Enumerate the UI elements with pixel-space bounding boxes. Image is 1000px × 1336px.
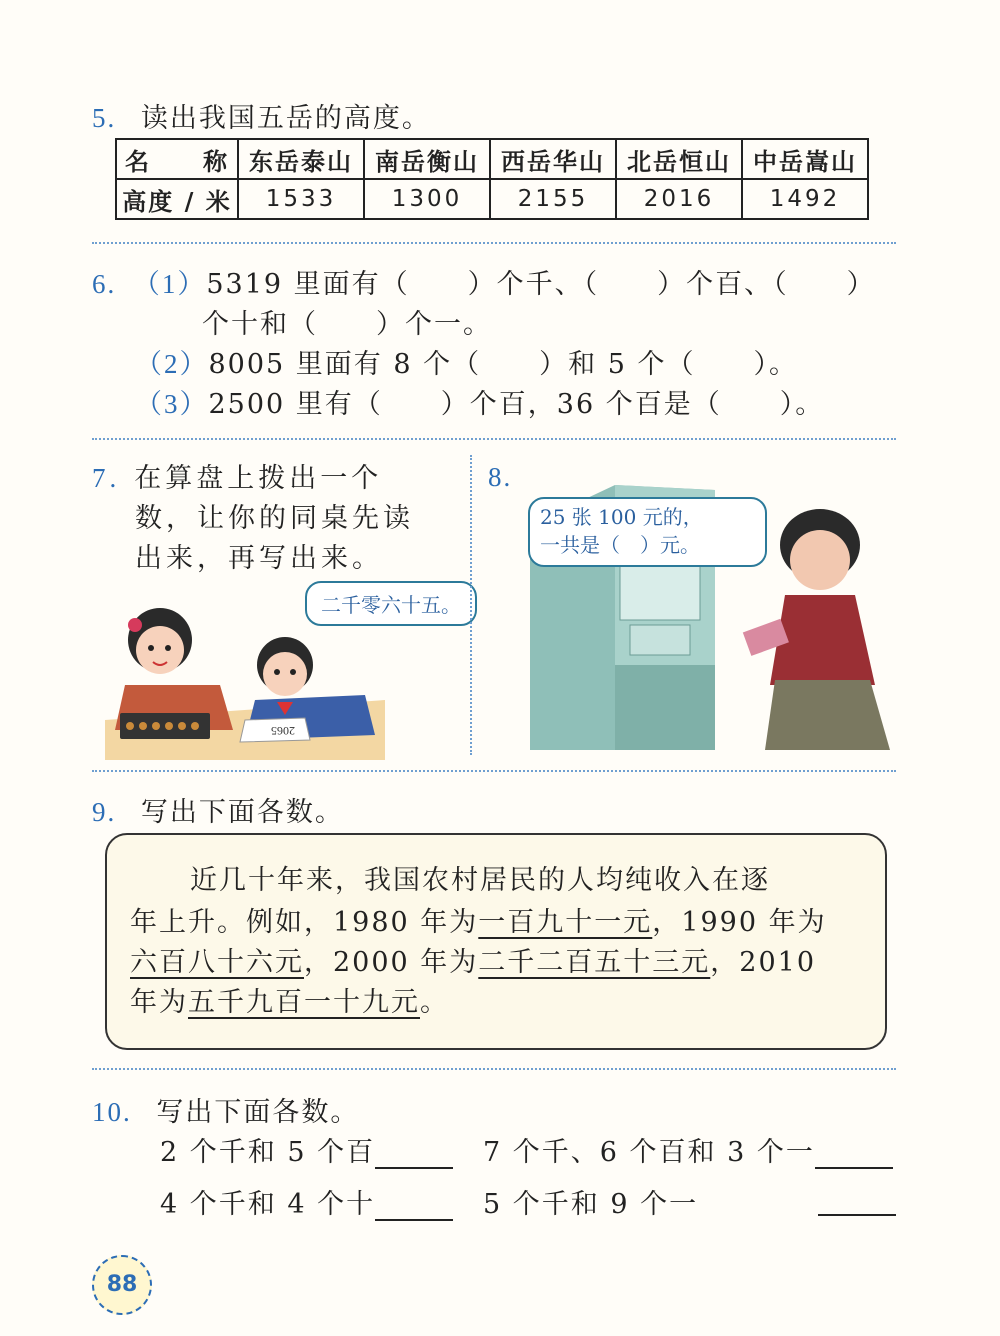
divider xyxy=(92,242,896,244)
answer-blank[interactable] xyxy=(375,1191,453,1221)
item-text: 4 个千和 4 个十 xyxy=(160,1189,376,1220)
speech-bubble: 二千零六十五。 xyxy=(305,581,477,626)
question-number: 9. xyxy=(92,797,117,827)
answer-blank[interactable] xyxy=(818,1186,896,1216)
mountain-name: 北岳恒山 xyxy=(616,139,742,179)
height-value: 2016 xyxy=(616,179,742,219)
part-text: 5319 里面有（ ）个千、（ ）个百、（ ） xyxy=(206,269,876,300)
passage-text: ，2000 年为 xyxy=(304,947,479,978)
question-line: 出来，再写出来。 xyxy=(135,543,383,574)
height-value: 2155 xyxy=(490,179,616,219)
row-header: 高度 / 米 xyxy=(116,179,238,219)
question-title: 写出下面各数。 xyxy=(140,797,344,828)
bubble-line: 一共是（ ）元。 xyxy=(540,533,700,557)
row-header: 名 称 xyxy=(116,139,238,179)
question-10-item xyxy=(483,1182,698,1221)
mountain-name: 西岳华山 xyxy=(490,139,616,179)
mountain-name: 东岳泰山 xyxy=(238,139,364,179)
underlined-number: 一百九十一元 xyxy=(478,907,653,938)
passage-line: 近几十年来，我国农村居民的人均纯收入在逐 xyxy=(190,865,770,896)
underlined-number: 二千二百五十三元 xyxy=(478,947,711,978)
question-7-text xyxy=(92,458,414,579)
part-text: 2500 里有（ ）个百，36 个百是（ ）。 xyxy=(208,389,825,420)
question-title: 读出我国五岳的高度。 xyxy=(140,103,431,134)
mountain-height-table xyxy=(115,138,869,220)
passage-line xyxy=(130,980,449,1019)
question-number: 7. xyxy=(92,463,121,493)
bubble-line: 25 张 100 元的， xyxy=(540,505,703,529)
answer-blank[interactable] xyxy=(815,1139,893,1169)
question-number: 10. xyxy=(92,1097,132,1127)
divider xyxy=(92,770,896,772)
divider xyxy=(92,1068,896,1070)
underlined-number: 六百八十六元 xyxy=(130,947,304,978)
passage-text: ，2010 xyxy=(710,947,817,978)
question-title: 写出下面各数。 xyxy=(156,1097,360,1128)
mountain-name: 南岳衡山 xyxy=(364,139,490,179)
answer-blank[interactable] xyxy=(375,1139,453,1169)
question-8-number xyxy=(488,462,512,493)
passage-text: 。 xyxy=(420,987,449,1018)
column-divider xyxy=(470,455,472,755)
question-number: 6. xyxy=(92,269,117,299)
paper-writing: 2065 xyxy=(271,724,295,738)
page-number: 88 xyxy=(92,1255,152,1315)
children-abacus-illustration xyxy=(105,590,385,760)
question-10-heading xyxy=(92,1090,359,1129)
table-row xyxy=(116,179,868,219)
passage-line xyxy=(130,900,827,939)
question-6-part-2 xyxy=(135,342,798,381)
part-label: （2） xyxy=(135,349,209,379)
question-10-item xyxy=(160,1182,453,1221)
question-10-item xyxy=(483,1130,893,1169)
passage-text: ，1990 年为 xyxy=(652,907,827,938)
item-text: 5 个千和 9 个一 xyxy=(483,1189,699,1220)
height-value: 1533 xyxy=(238,179,364,219)
question-6-part-1 xyxy=(92,262,876,301)
height-value: 1300 xyxy=(364,179,490,219)
question-number: 8. xyxy=(488,462,513,492)
question-6-part-1-cont: 个十和（ ）个一。 xyxy=(202,309,492,340)
part-label: （3） xyxy=(135,389,209,419)
question-line: 数，让你的同桌先读 xyxy=(135,503,414,534)
question-10-item xyxy=(160,1130,453,1169)
question-5-heading xyxy=(92,96,431,135)
item-text: 7 个千、6 个百和 3 个一 xyxy=(483,1137,815,1168)
passage-text: 年为 xyxy=(130,987,188,1018)
speech-bubble xyxy=(528,497,767,567)
question-line: 在算盘上拨出一个 xyxy=(134,463,383,494)
item-text: 2 个千和 5 个百 xyxy=(160,1137,376,1168)
part-text: 8005 里面有 8 个（ ）和 5 个（ ）。 xyxy=(208,349,798,380)
mountain-name: 中岳嵩山 xyxy=(742,139,868,179)
table-row xyxy=(116,139,868,179)
underlined-number: 五千九百一十九元 xyxy=(188,987,420,1018)
question-6-part-3 xyxy=(135,382,824,421)
question-9-heading xyxy=(92,790,344,829)
part-label: （1） xyxy=(132,269,207,299)
height-value: 1492 xyxy=(742,179,868,219)
question-number: 5. xyxy=(92,103,117,133)
passage-line xyxy=(130,940,816,979)
passage-text: 年上升。例如，1980 年为 xyxy=(130,907,479,938)
divider xyxy=(92,438,896,440)
